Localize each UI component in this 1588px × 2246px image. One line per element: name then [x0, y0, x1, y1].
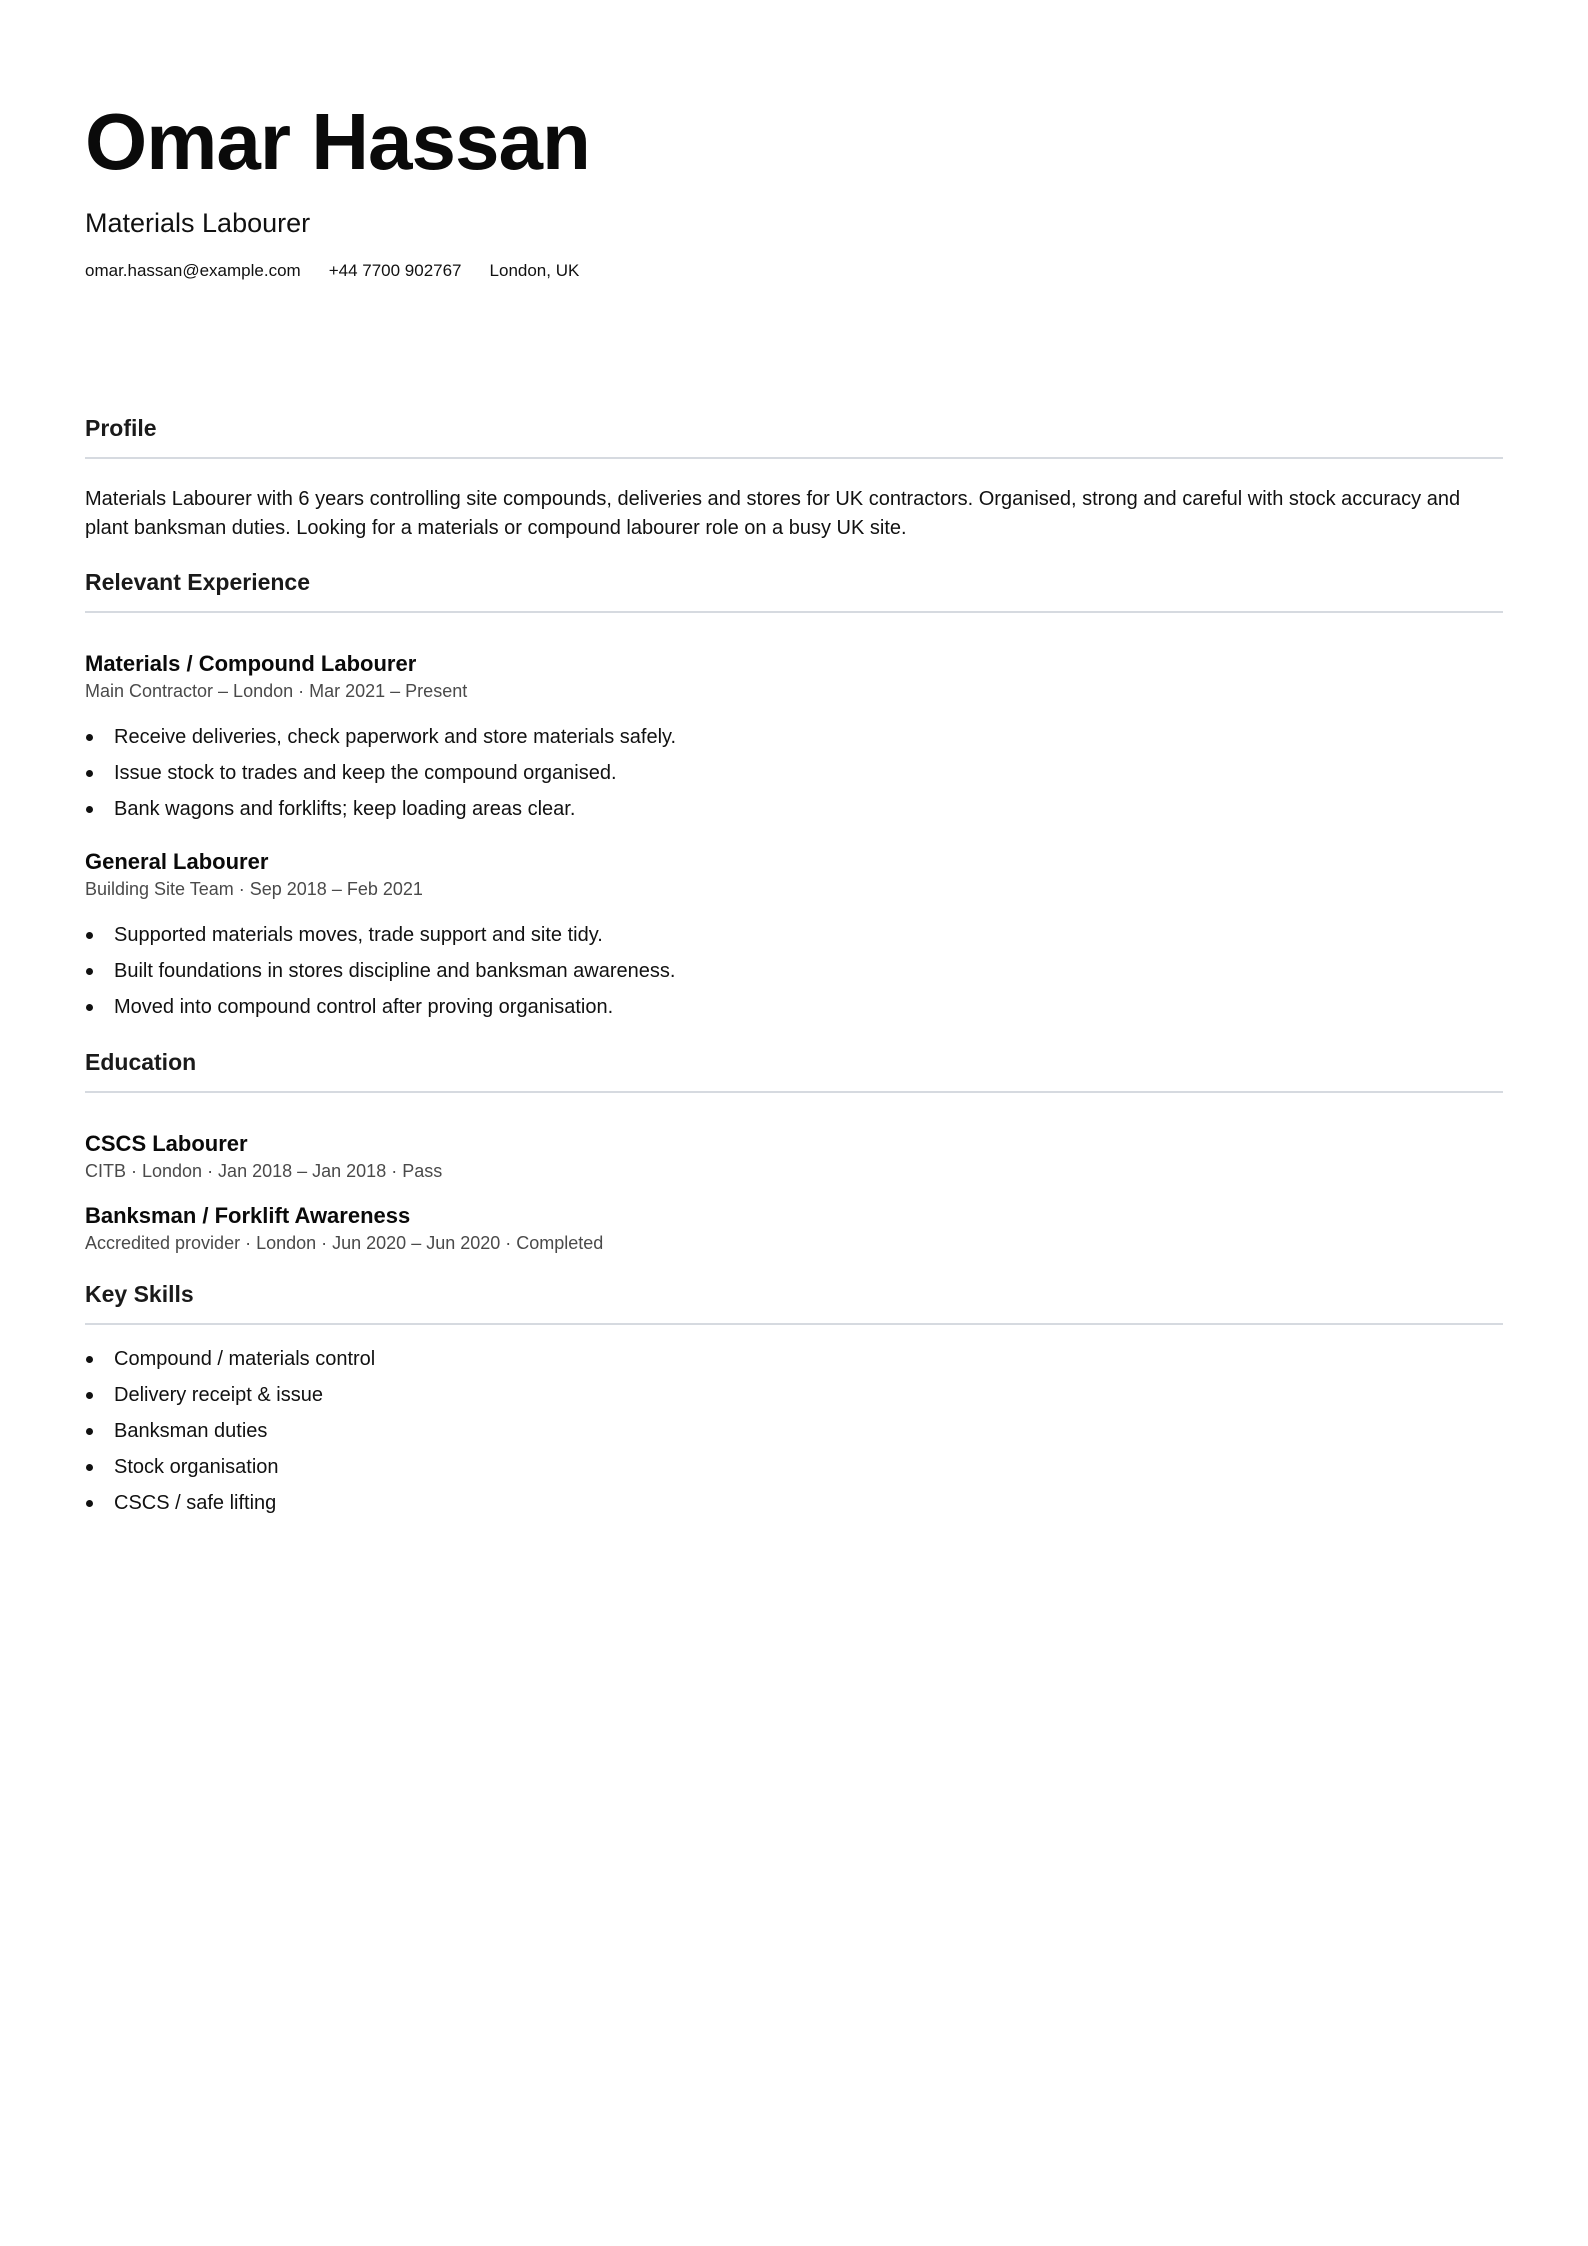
profile-section — [85, 413, 1503, 543]
skill-text: Stock organisation — [114, 1456, 279, 1478]
job-bullets — [85, 719, 1503, 827]
education-meta: Accredited provider · London · Jun 2020 – Jun 2020 · Completed — [85, 1233, 604, 1253]
bullet-text: Bank wagons and forklifts; keep loading areas clear. — [114, 798, 576, 820]
skills-section — [85, 1279, 1503, 1521]
skills-list — [85, 1341, 1503, 1521]
contact-email: omar.hassan@example.com — [85, 261, 301, 280]
job-bullet — [85, 917, 1503, 953]
bullet-dot-icon — [86, 1356, 93, 1363]
skills-heading: Key Skills — [85, 1279, 1503, 1325]
resume-header — [85, 0, 1503, 282]
job-bullet — [85, 755, 1503, 791]
education-meta: CITB · London · Jan 2018 – Jan 2018 · Pass — [85, 1161, 443, 1181]
skill-item — [85, 1377, 1503, 1413]
bullet-dot-icon — [86, 1392, 93, 1399]
job-bullet — [85, 953, 1503, 989]
candidate-title: Materials Labourer — [85, 208, 311, 238]
bullet-dot-icon — [86, 1004, 93, 1011]
contact-info — [85, 260, 1503, 282]
job-entry — [85, 849, 1503, 1025]
skill-text: CSCS / safe lifting — [114, 1492, 277, 1514]
job-bullet — [85, 989, 1503, 1025]
profile-heading: Profile — [85, 413, 1503, 459]
skill-text: Delivery receipt & issue — [114, 1384, 323, 1406]
bullet-text: Issue stock to trades and keep the compound organised. — [114, 762, 617, 784]
bullet-text: Built foundations in stores discipline and banksman awareness. — [114, 960, 676, 982]
education-heading: Education — [85, 1047, 1503, 1093]
experience-heading: Relevant Experience — [85, 567, 1503, 613]
job-meta: Building Site Team · Sep 2018 – Feb 2021 — [85, 879, 423, 899]
skill-item — [85, 1341, 1503, 1377]
bullet-dot-icon — [86, 1428, 93, 1435]
bullet-dot-icon — [86, 770, 93, 777]
bullet-dot-icon — [86, 734, 93, 741]
contact-location: London, UK — [489, 261, 580, 280]
job-bullet — [85, 719, 1503, 755]
bullet-text: Supported materials moves, trade support and site tidy. — [114, 924, 603, 946]
education-entry — [85, 1131, 1503, 1183]
skill-text: Compound / materials control — [114, 1348, 376, 1370]
experience-section — [85, 567, 1503, 1025]
education-title: Banksman / Forklift Awareness — [85, 1203, 411, 1228]
bullet-dot-icon — [86, 968, 93, 975]
candidate-name: Omar Hassan — [85, 97, 590, 186]
bullet-dot-icon — [86, 932, 93, 939]
bullet-dot-icon — [86, 1500, 93, 1507]
profile-summary: Materials Labourer with 6 years controlling site compounds, deliveries and stores for UK contractors. Organised, strong and careful with stock accuracy and plant banksman duties. Looking for a materials or compound labourer role on a busy UK site. — [85, 488, 1461, 539]
bullet-text: Moved into compound control after proving organisation. — [114, 996, 614, 1018]
bullet-text: Receive deliveries, check paperwork and store materials safely. — [114, 726, 677, 748]
job-title: General Labourer — [85, 849, 269, 874]
job-meta: Main Contractor – London · Mar 2021 – Present — [85, 681, 468, 701]
education-section — [85, 1047, 1503, 1255]
job-bullets — [85, 917, 1503, 1025]
job-entry — [85, 651, 1503, 827]
skill-text: Banksman duties — [114, 1420, 268, 1442]
bullet-dot-icon — [86, 806, 93, 813]
contact-phone: +44 7700 902767 — [328, 261, 462, 280]
skill-item — [85, 1413, 1503, 1449]
job-bullet — [85, 791, 1503, 827]
education-title: CSCS Labourer — [85, 1131, 248, 1156]
education-entry — [85, 1203, 1503, 1255]
job-title: Materials / Compound Labourer — [85, 651, 417, 676]
skill-item — [85, 1449, 1503, 1485]
bullet-dot-icon — [86, 1464, 93, 1471]
skill-item — [85, 1485, 1503, 1521]
